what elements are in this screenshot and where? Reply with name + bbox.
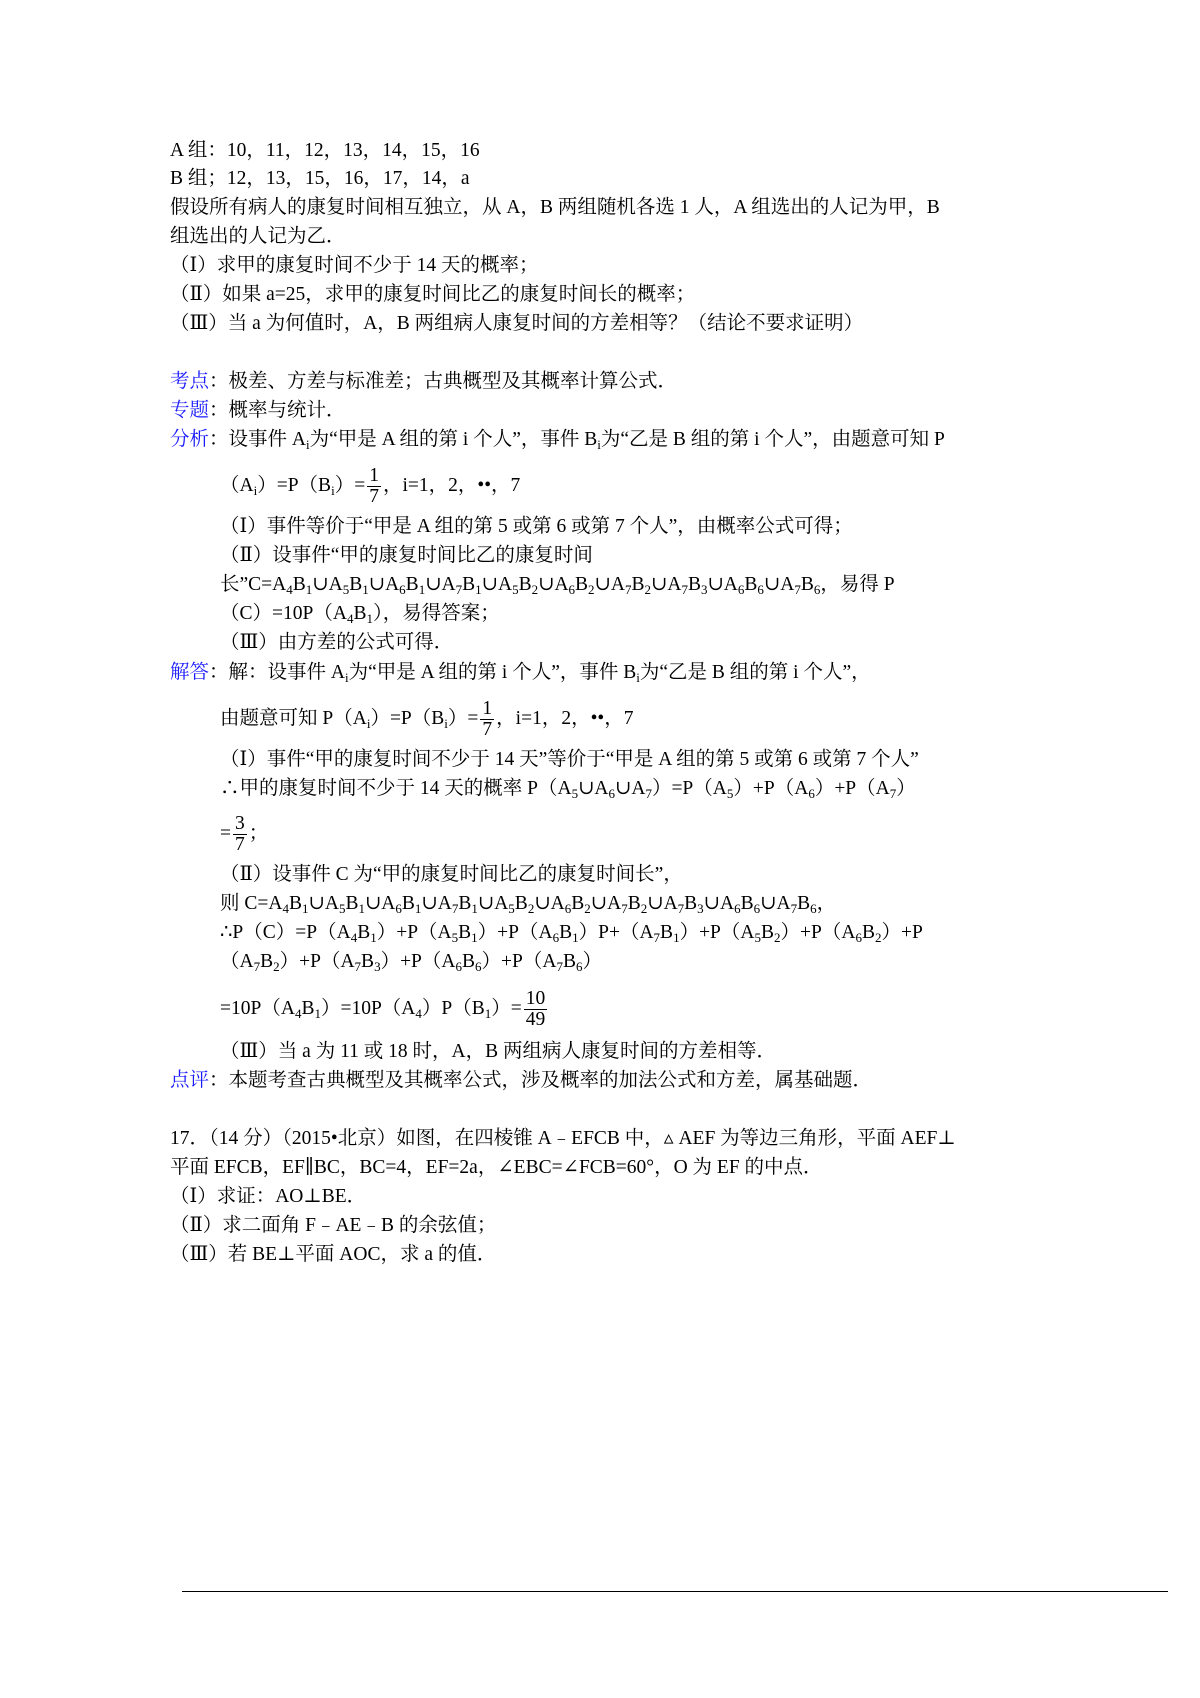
union-term-part: 1 <box>362 582 369 597</box>
union-term-part: A <box>441 574 456 595</box>
fraction-ten-49ths: $\frac{10}{49}$ <box>525 988 546 1030</box>
union-term-part: 3 <box>697 901 704 916</box>
fenxi-line-3: （Ⅰ）事件等价于“甲是 A 组的第 5 或第 6 或第 7 个人”，由概率公式可得； <box>220 516 853 537</box>
union-term-part: B <box>575 574 589 595</box>
intro-line-1: 假设所有病人的康复时间相互独立，从 A，B 两组随机各选 1 人，A 组选出的人记为甲，B <box>170 197 940 218</box>
union-symbol: ∪ <box>368 574 386 595</box>
union-term-part: 6 <box>399 582 406 597</box>
problem17-question-1: （Ⅰ）求证：AO⊥BE． <box>170 1186 367 1207</box>
union-term-part: B <box>345 893 359 914</box>
dianping-line <box>170 1068 872 1094</box>
union-term-part: A <box>610 574 625 595</box>
union-term-part: A <box>776 893 791 914</box>
problem17-question-3: （Ⅲ）若 BE⊥平面 AOC，求 a 的值． <box>170 1244 497 1265</box>
jieda-line-1: 解答：解：设事件 $A_i$为“甲是 A 组的第 i 个人”，事件 $B_i$为“乙是 B 组的第 i 个人”， <box>170 662 871 685</box>
union-term-part: 5 <box>508 901 515 916</box>
union-term-part: 1 <box>302 901 309 916</box>
jieda-line-9: $(A_7B_2)+P(A_7B_3)+P(A_6B_6)+P(A_7B_6)$ <box>220 951 602 974</box>
union-term-part: 1 <box>414 901 422 916</box>
union-term-part: A <box>780 574 795 595</box>
union-term-part: 6 <box>395 901 402 916</box>
union-term-part: 6 <box>810 901 817 916</box>
zhuanti-line <box>170 398 346 424</box>
union-term-part: A <box>550 893 565 914</box>
jieda-line-4: ∴甲的康复时间不少于 14 天的概率 $P(A_5\cup A_6\cup A_7)=P(A_5)+P(A_6)+P(A_7)$ <box>220 778 916 801</box>
fraction-one-seventh: $\frac{1}{7}$ <box>482 698 493 740</box>
jieda-label: 解答 <box>170 662 210 683</box>
kaodian-text: ：极差、方差与标准差；古典概型及其概率计算公式． <box>209 371 678 392</box>
union-term-part: 7 <box>681 582 688 597</box>
union-symbol: ∪ <box>760 893 777 914</box>
union-term-part: 5 <box>338 901 346 916</box>
union-term-part: 1 <box>358 901 365 916</box>
jieda-line-11: （Ⅲ）当 a 为 11 或 18 时，A，B 两组病人康复时间的方差相等． <box>220 1041 776 1062</box>
union-term-part: 4 <box>282 901 289 916</box>
union-term-part: 7 <box>794 582 801 597</box>
union-term-part: B <box>631 574 645 595</box>
union-term-part: 6 <box>568 582 576 597</box>
union-term-part: A <box>723 574 738 595</box>
union-symbol: ∪ <box>590 893 608 914</box>
union-term-part: 2 <box>588 582 595 597</box>
union-term-part: 3 <box>700 582 708 597</box>
fraction-one-seventh: $\frac{1}{7}$ <box>369 465 379 507</box>
group-a-data: A 组：10，11，12，13，14，15，16 <box>170 140 480 161</box>
union-term-part: 2 <box>644 582 651 597</box>
question-3: （Ⅲ）当 a 为何值时，A，B 两组病人康复时间的方差相等？（结论不要求证明） <box>170 313 864 334</box>
union-term-part: 2 <box>640 901 648 916</box>
union-term-part: A <box>667 574 682 595</box>
problem17-question-2: （Ⅱ）求二面角 F﹣AE﹣B 的余弦值； <box>170 1215 497 1236</box>
dianping-text: ：本题考查古典概型及其概率公式，涉及概率的加法公式和方差，属基础题． <box>209 1070 873 1091</box>
fenxi-line-4: （Ⅱ）设事件“甲的康复时间比乙的康复时间 <box>220 545 593 566</box>
fenxi-line-2: $(A_i)=P(B_i)=$ $\frac{1}{7}$ ，i=1，2，••，7 <box>220 465 521 507</box>
union-term-part: 7 <box>455 582 463 597</box>
union-term-part: 7 <box>677 901 685 916</box>
question-2: （Ⅱ）如果 a=25，求甲的康复时间比乙的康复时间长的概率； <box>170 284 696 305</box>
union-term-part: 2 <box>584 901 591 916</box>
union-term-part: A <box>554 574 569 595</box>
union-term-part: A <box>324 893 339 914</box>
fenxi-label: 分析 <box>170 429 210 450</box>
union-term-part: 6 <box>734 901 741 916</box>
union-term-part: B <box>288 893 302 914</box>
union-symbol: ∪ <box>538 574 555 595</box>
fenxi-line-7: （Ⅲ）由方差的公式可得． <box>220 632 454 653</box>
union-symbol: ∪ <box>308 893 325 914</box>
union-symbol: ∪ <box>707 574 724 595</box>
union-symbol: ∪ <box>421 893 438 914</box>
union-term-part: 6 <box>813 582 821 597</box>
union-term-part: A <box>328 574 343 595</box>
fenxi-line-6: $(C)=10P(A_4B_1)$，易得答案； <box>220 603 500 626</box>
jieda-line-10: $=10P(A_4B_1)=10P(A_4)P(B_1)=$ $\frac{10}{49}$ <box>220 988 546 1030</box>
group-b-data: B 组；12，13，15，16，17，14，a <box>170 168 470 189</box>
problem17-line-2: 平面 EFCB，EF∥BC，BC=4，EF=2a，∠EBC=∠FCB=60°，O 为 EF 的中点． <box>170 1157 823 1178</box>
union-term-part: 2 <box>531 582 539 597</box>
union-term-part: 1 <box>471 901 478 916</box>
union-term-part: 6 <box>753 901 761 916</box>
union-term-part: B <box>687 574 701 595</box>
union-symbol: ∪ <box>425 574 442 595</box>
union-symbol: ∪ <box>312 574 329 595</box>
jieda-line-7: 则 $C=A_4B_1\cup A_5B_1\cup A_6B_1\cup A_7B_1\cup A_5B_2\cup A_6B_2\cup A_7B_2\cup A_7B_3\cup A_6B_6\cup A_7B_6$， <box>220 893 837 916</box>
jieda-line-6: （Ⅱ）设事件 C 为“甲的康复时间比乙的康复时间长”， <box>220 864 683 885</box>
union-term-part: 4 <box>286 582 293 597</box>
union-term-part: 7 <box>624 582 632 597</box>
union-term-part: 1 <box>475 582 482 597</box>
union-term-part: 6 <box>737 582 745 597</box>
union-expression <box>272 574 820 595</box>
union-term-part: A <box>381 893 396 914</box>
union-term-part: B <box>797 893 811 914</box>
dianping-label: 点评 <box>170 1070 210 1091</box>
union-term-part: B <box>740 893 754 914</box>
union-symbol: ∪ <box>651 574 668 595</box>
union-term-part: B <box>401 893 415 914</box>
union-term-part: B <box>462 574 476 595</box>
union-symbol: ∪ <box>481 574 498 595</box>
kaodian-label: 考点 <box>170 371 210 392</box>
union-term-part: 7 <box>621 901 628 916</box>
footer-rule <box>182 1591 1168 1592</box>
union-term-part: A <box>385 574 400 595</box>
union-symbol: ∪ <box>703 893 721 914</box>
union-term-part: A <box>497 574 513 595</box>
union-term-part: B <box>518 574 532 595</box>
union-term-part: B <box>292 574 306 595</box>
union-term-part: B <box>627 893 641 914</box>
fenxi-line-5: 长$”C=A_4B_1\cup A_5B_1\cup A_6B_1\cup A_7B_1\cup A_5B_2\cup A_6B_2\cup A_7B_2\cup A_7B_3\cup A_6B_6\cup A_7B_6$，易得 P <box>220 574 895 597</box>
union-term-part: A <box>437 893 452 914</box>
intro-line-2: 组选出的人记为乙． <box>170 226 346 247</box>
union-term-part: 2 <box>527 901 535 916</box>
union-term-part: 6 <box>757 582 764 597</box>
fenxi-line-1: 分析：设事件 $A_i$为“甲是 A 组的第 i 个人”，事件 $B_i$为“乙是 B 组的第 i 个人”，由题意可知 P <box>170 429 945 452</box>
zhuanti-label: 专题 <box>170 400 210 421</box>
union-term-part: 1 <box>418 582 426 597</box>
fraction-three-sevenths: $\frac{3}{7}$ <box>235 813 245 855</box>
jieda-line-8: $\therefore P(C)=P(A_4B_1)+P(A_5B_1)+P(A_6B_1)P+(A_7B_1)+P(A_5B_2)+P(A_6B_2)+P$ <box>220 922 923 945</box>
union-term-part: B <box>571 893 585 914</box>
union-term-part: A <box>494 893 509 914</box>
jieda-line-3: （Ⅰ）事件“甲的康复时间不少于 14 天”等价于“甲是 A 组的第 5 或第 6 或第 7 个人” <box>220 749 919 770</box>
jieda-line-5: = $\frac{3}{7}$ ； <box>220 813 269 855</box>
union-term-part: B <box>684 893 698 914</box>
union-term-part: 7 <box>790 901 798 916</box>
problem17-line-1: 17．（14 分）（2015•北京）如图，在四棱锥 A﹣EFCB 中，▵ AEF 为等边三角形，平面 AEF⊥ <box>170 1128 956 1149</box>
zhuanti-text: ：概率与统计． <box>209 400 346 421</box>
union-term-part: A <box>272 574 287 595</box>
union-term-part: 7 <box>451 901 459 916</box>
union-term-part: A <box>720 893 735 914</box>
union-symbol: ∪ <box>534 893 551 914</box>
union-symbol: ∪ <box>647 893 664 914</box>
union-term-part: B <box>514 893 528 914</box>
union-symbol: ∪ <box>364 893 382 914</box>
union-term-part: 5 <box>512 582 519 597</box>
jieda-line-2: 由题意可知 $P(A_i)=P(B_i)=$ $\frac{1}{7}$ ，i=1，2，••，7 <box>220 698 634 740</box>
union-term-part: A <box>268 893 283 914</box>
kaodian-line <box>170 369 677 395</box>
union-expression <box>268 893 816 914</box>
union-term-part: B <box>349 574 363 595</box>
union-term-part: A <box>663 893 678 914</box>
union-term-part: B <box>744 574 758 595</box>
union-symbol: ∪ <box>477 893 495 914</box>
union-symbol: ∪ <box>763 574 781 595</box>
union-term-part: 5 <box>342 582 350 597</box>
union-term-part: 1 <box>305 582 313 597</box>
question-1: （Ⅰ）求甲的康复时间不少于 14 天的概率； <box>170 255 539 276</box>
union-term-part: B <box>405 574 419 595</box>
union-term-part: B <box>800 574 814 595</box>
union-term-part: B <box>458 893 472 914</box>
union-symbol: ∪ <box>594 574 611 595</box>
union-term-part: A <box>607 893 622 914</box>
union-term-part: 6 <box>564 901 572 916</box>
